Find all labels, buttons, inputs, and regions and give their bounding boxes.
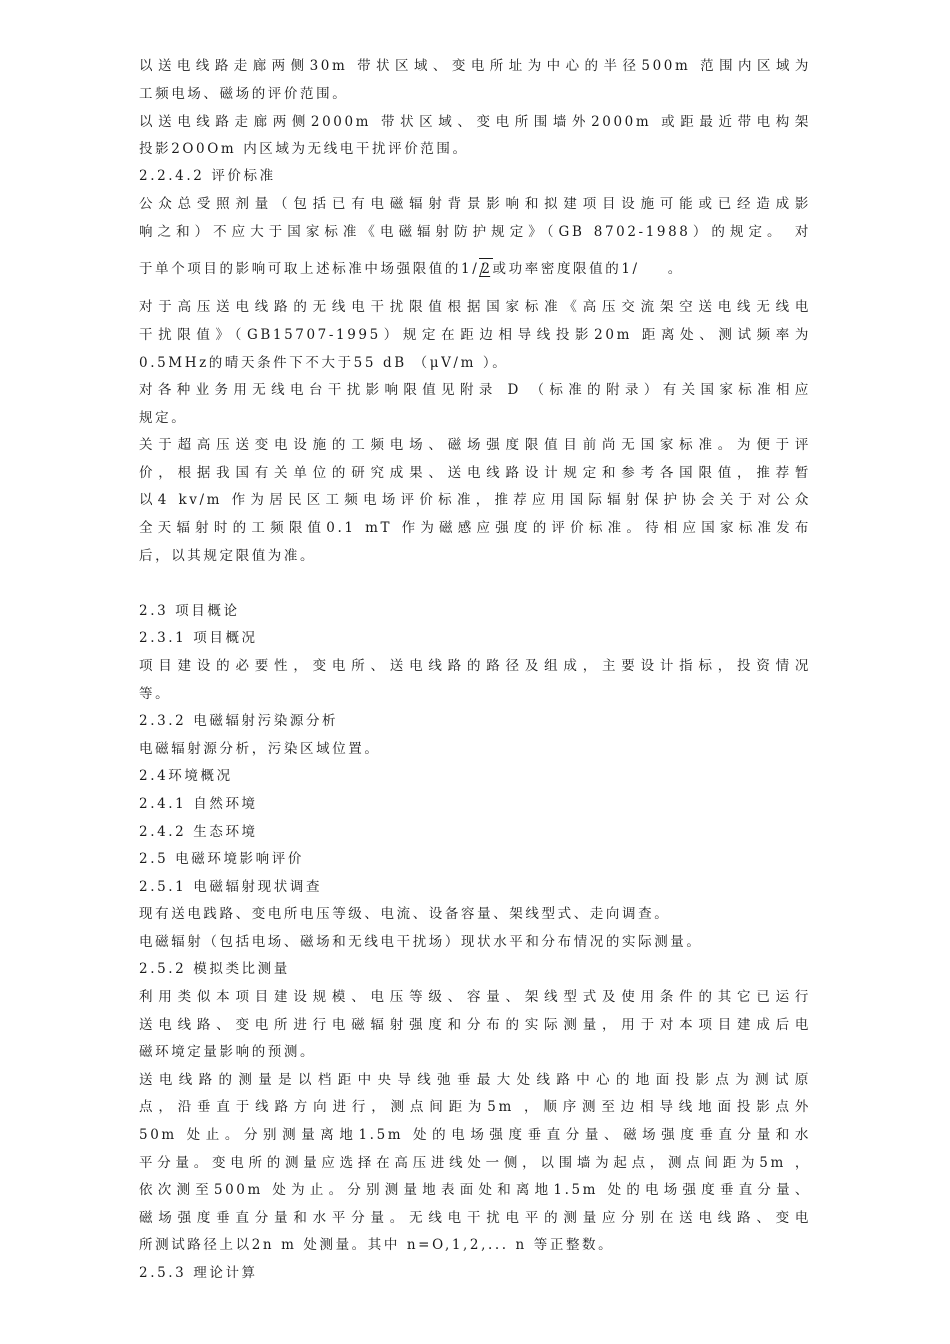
sqrt-symbol [479, 261, 492, 277]
formula-line [139, 258, 811, 278]
text-line: 响之和）不应大于国家标准《电磁辐射防护规定》（GB 8702-1988）的规定。 对 [139, 224, 811, 240]
sqrt-radicand: 2 [479, 258, 492, 279]
text-line: 工频电场、磁场的评价范围。 [139, 86, 349, 102]
text-line: 现有送电践路、变电所电压等级、电流、设备容量、架线型式、走向调查。 [139, 906, 671, 922]
section-heading: 2.5 电磁环境影响评价 [139, 851, 304, 867]
text-line: 以4 kv/m 作为居民区工频电场评价标准，推荐应用国际辐射保护协会关于对公众 [139, 492, 811, 508]
section-heading: 2.3 项目概论 [139, 603, 240, 619]
text-line: 磁场强度垂直分量和水平分量。无线电干扰电平的测量应分别在送电线路、变电 [139, 1210, 811, 1226]
text-line: 后，以其规定限值为准。 [139, 548, 317, 564]
text-line: 电磁辐射（包括电场、磁场和无线电干扰场）现状水平和分布情况的实际测量。 [139, 934, 703, 950]
text-line: 项目建设的必要性，变电所、送电线路的路径及组成，主要设计指标，投资情况 [139, 658, 811, 674]
section-heading: 2.4.2 生态环境 [139, 824, 258, 840]
text-line: 对各种业务用无线电台干扰影响限值见附录 D （标准的附录）有关国家标准相应 [139, 382, 811, 398]
text-line: 平分量。变电所的测量应选择在高压进线处一侧，以围墙为起点，测点间距为5m ， [139, 1155, 811, 1171]
formula-end: 。 [667, 261, 684, 277]
section-heading: 2.5.2 模拟类比测量 [139, 961, 290, 977]
section-heading: 2.4.1 自然环境 [139, 796, 258, 812]
text-line: 送电线路、变电所进行电磁辐射强度和分布的实际测量，用于对本项目建成后电 [139, 1017, 811, 1033]
text-line: 以送电线路走廊两侧30m 带状区域、变电所址为中心的半径500m 范围内区域为 [139, 58, 811, 74]
text-line: 送电线路的测量是以档距中央导线弛垂最大处线路中心的地面投影点为测试原 [139, 1072, 811, 1088]
text-line: 50m 处止。分别测量离地1.5m 处的电场强度垂直分量、磁场强度垂直分量和水 [139, 1127, 811, 1143]
section-heading: 2.4环境概况 [139, 768, 233, 784]
formula-middle: 或功率密度限值的1/ [492, 261, 640, 277]
text-line: 对于高压送电线路的无线电干扰限值根据国家标准《高压交流架空送电线无线电 [139, 299, 811, 315]
text-line: 干扰限值》（GB15707-1995）规定在距边相导线投影20m 距离处、测试频率为 [139, 327, 811, 343]
text-line: 电磁辐射源分析，污染区域位置。 [139, 741, 381, 757]
section-heading: 2.3.2 电磁辐射污染源分析 [139, 713, 339, 729]
text-line: 磁环境定量影响的预测。 [139, 1044, 317, 1060]
text-line: 以送电线路走廊两侧2000m 带状区域、变电所围墙外2000m 或距最近带电构架 [139, 114, 811, 130]
section-heading: 2.3.1 项目概况 [139, 630, 258, 646]
formula-prefix: 于单个项目的影响可取上述标准中场强限值的1/ [139, 261, 480, 277]
text-line: 利用类似本项目建设规模、电压等级、容量、架线型式及使用条件的其它已运行 [139, 989, 811, 1005]
section-heading: 2.5.1 电磁辐射现状调查 [139, 879, 323, 895]
text-line: 规定。 [139, 410, 188, 426]
text-line: 投影2O0Om 内区域为无线电干扰评价范围。 [139, 141, 469, 157]
text-line: 等。 [139, 686, 172, 702]
text-line: 点，沿垂直于线路方向进行，测点间距为5m ，顺序测至边相导线地面投影点外 [139, 1099, 811, 1115]
text-line: 0.5MHz的晴天条件下不大于55 dB （μV/m ）。 [139, 355, 509, 371]
text-line: 价，根据我国有关单位的研究成果、送电线路设计规定和参考各国限值，推荐暂 [139, 465, 811, 481]
text-line: 公众总受照剂量（包括已有电磁辐射背景影响和拟建项目设施可能或已经造成影 [139, 196, 811, 212]
section-heading: 2.2.4.2 评价标准 [139, 168, 276, 184]
text-line: 所测试路径上以2n m 处测量。其中 n=O,1,2,... n 等正整数。 [139, 1237, 615, 1253]
section-heading: 2.5.3 理论计算 [139, 1265, 258, 1281]
text-line: 关于超高压送变电设施的工频电场、磁场强度限值目前尚无国家标准。为便于评 [139, 437, 811, 453]
text-line: 全天辐射时的工频限值0.1 mT 作为磁感应强度的评价标准。待相应国家标准发布 [139, 520, 811, 536]
text-line: 依次测至500m 处为止。分别测量地表面处和离地1.5m 处的电场强度垂直分量、 [139, 1182, 811, 1198]
